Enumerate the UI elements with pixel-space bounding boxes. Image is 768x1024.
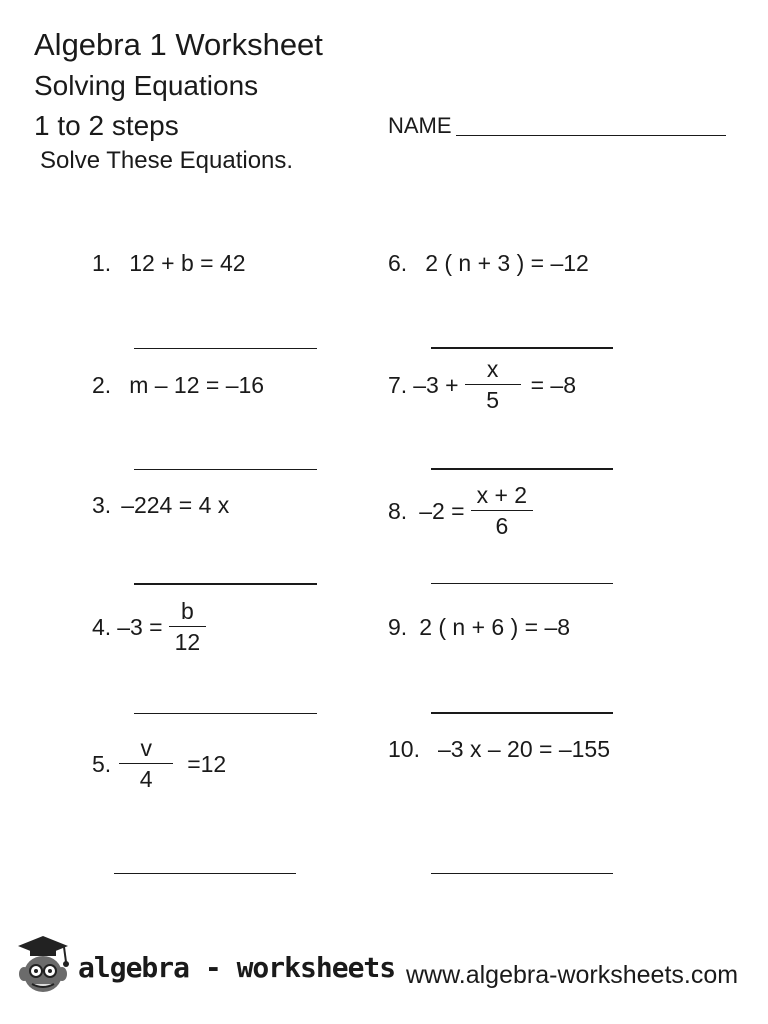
fraction-denominator: 6: [495, 513, 509, 539]
answer-line-9: [431, 712, 613, 714]
problem-equation-left: –3 =: [117, 613, 163, 640]
answer-line-2: [134, 469, 317, 470]
logo-text: algebra - worksheets: [78, 951, 396, 984]
problem-equation: 2 ( n + 6 ) = –8: [419, 614, 571, 640]
website-url[interactable]: www.algebra-worksheets.com: [406, 961, 739, 989]
problem-number: 4.: [92, 613, 112, 640]
worksheet-subtitle: Solving Equations: [34, 70, 259, 101]
answer-line-5: [114, 873, 296, 874]
answer-line-1: [134, 348, 317, 349]
problem-10: [388, 734, 610, 764]
name-blank-line: [456, 135, 726, 136]
problem-equation: m – 12 = –16: [129, 372, 265, 398]
fraction: [465, 354, 521, 415]
answer-line-4: [134, 713, 317, 714]
fraction: [169, 596, 207, 657]
fraction-numerator: b: [180, 598, 194, 624]
fraction-numerator: x + 2: [476, 482, 528, 508]
problem-2: [92, 370, 264, 400]
problem-number: 8.: [388, 497, 408, 524]
problem-8: [388, 480, 539, 541]
problem-6: [388, 248, 589, 278]
instructions: Solve These Equations.: [40, 147, 294, 174]
footer-logo: [14, 934, 395, 1001]
problem-equation: 2 ( n + 3 ) = –12: [425, 250, 589, 276]
problem-equation-right: = –8: [530, 371, 576, 398]
problem-number: 6.: [388, 250, 408, 276]
graduate-mascot-icon: [14, 934, 72, 1001]
problem-number: 9.: [388, 614, 408, 640]
problem-equation: –224 = 4 x: [121, 492, 230, 518]
problem-equation-left: –3 +: [413, 371, 459, 398]
name-label: NAME: [388, 113, 452, 138]
problem-number: 1.: [92, 250, 112, 276]
problem-7: [388, 354, 576, 415]
name-field: [388, 108, 726, 140]
problem-equation-right: =12: [187, 750, 227, 777]
answer-line-6: [431, 347, 613, 349]
problem-9: [388, 612, 570, 642]
answer-line-3: [134, 583, 317, 585]
fraction-numerator: x: [486, 356, 499, 382]
problem-4: [92, 596, 212, 657]
problem-1: [92, 248, 246, 278]
answer-line-7: [431, 468, 613, 470]
fraction-denominator: 5: [486, 387, 499, 413]
fraction-denominator: 4: [139, 766, 153, 792]
problem-number: 7.: [388, 371, 408, 398]
problem-equation: 12 + b = 42: [129, 250, 246, 276]
worksheet-steps: 1 to 2 steps: [34, 110, 179, 141]
fraction: [471, 480, 534, 541]
answer-line-8: [431, 583, 613, 584]
problem-number: 2.: [92, 372, 112, 398]
answer-line-10: [431, 873, 613, 874]
fraction-denominator: 12: [174, 629, 201, 655]
fraction: [119, 733, 173, 794]
problem-5: [92, 733, 226, 794]
fraction-numerator: v: [140, 735, 152, 761]
problem-number: 3.: [92, 492, 112, 518]
problem-number: 5.: [92, 750, 112, 777]
worksheet-title: Algebra 1 Worksheet: [34, 27, 323, 62]
problem-equation-left: –2 =: [419, 497, 465, 524]
problem-3: [92, 490, 229, 520]
problem-equation: –3 x – 20 = –155: [437, 736, 610, 762]
problem-number: 10.: [388, 736, 420, 762]
